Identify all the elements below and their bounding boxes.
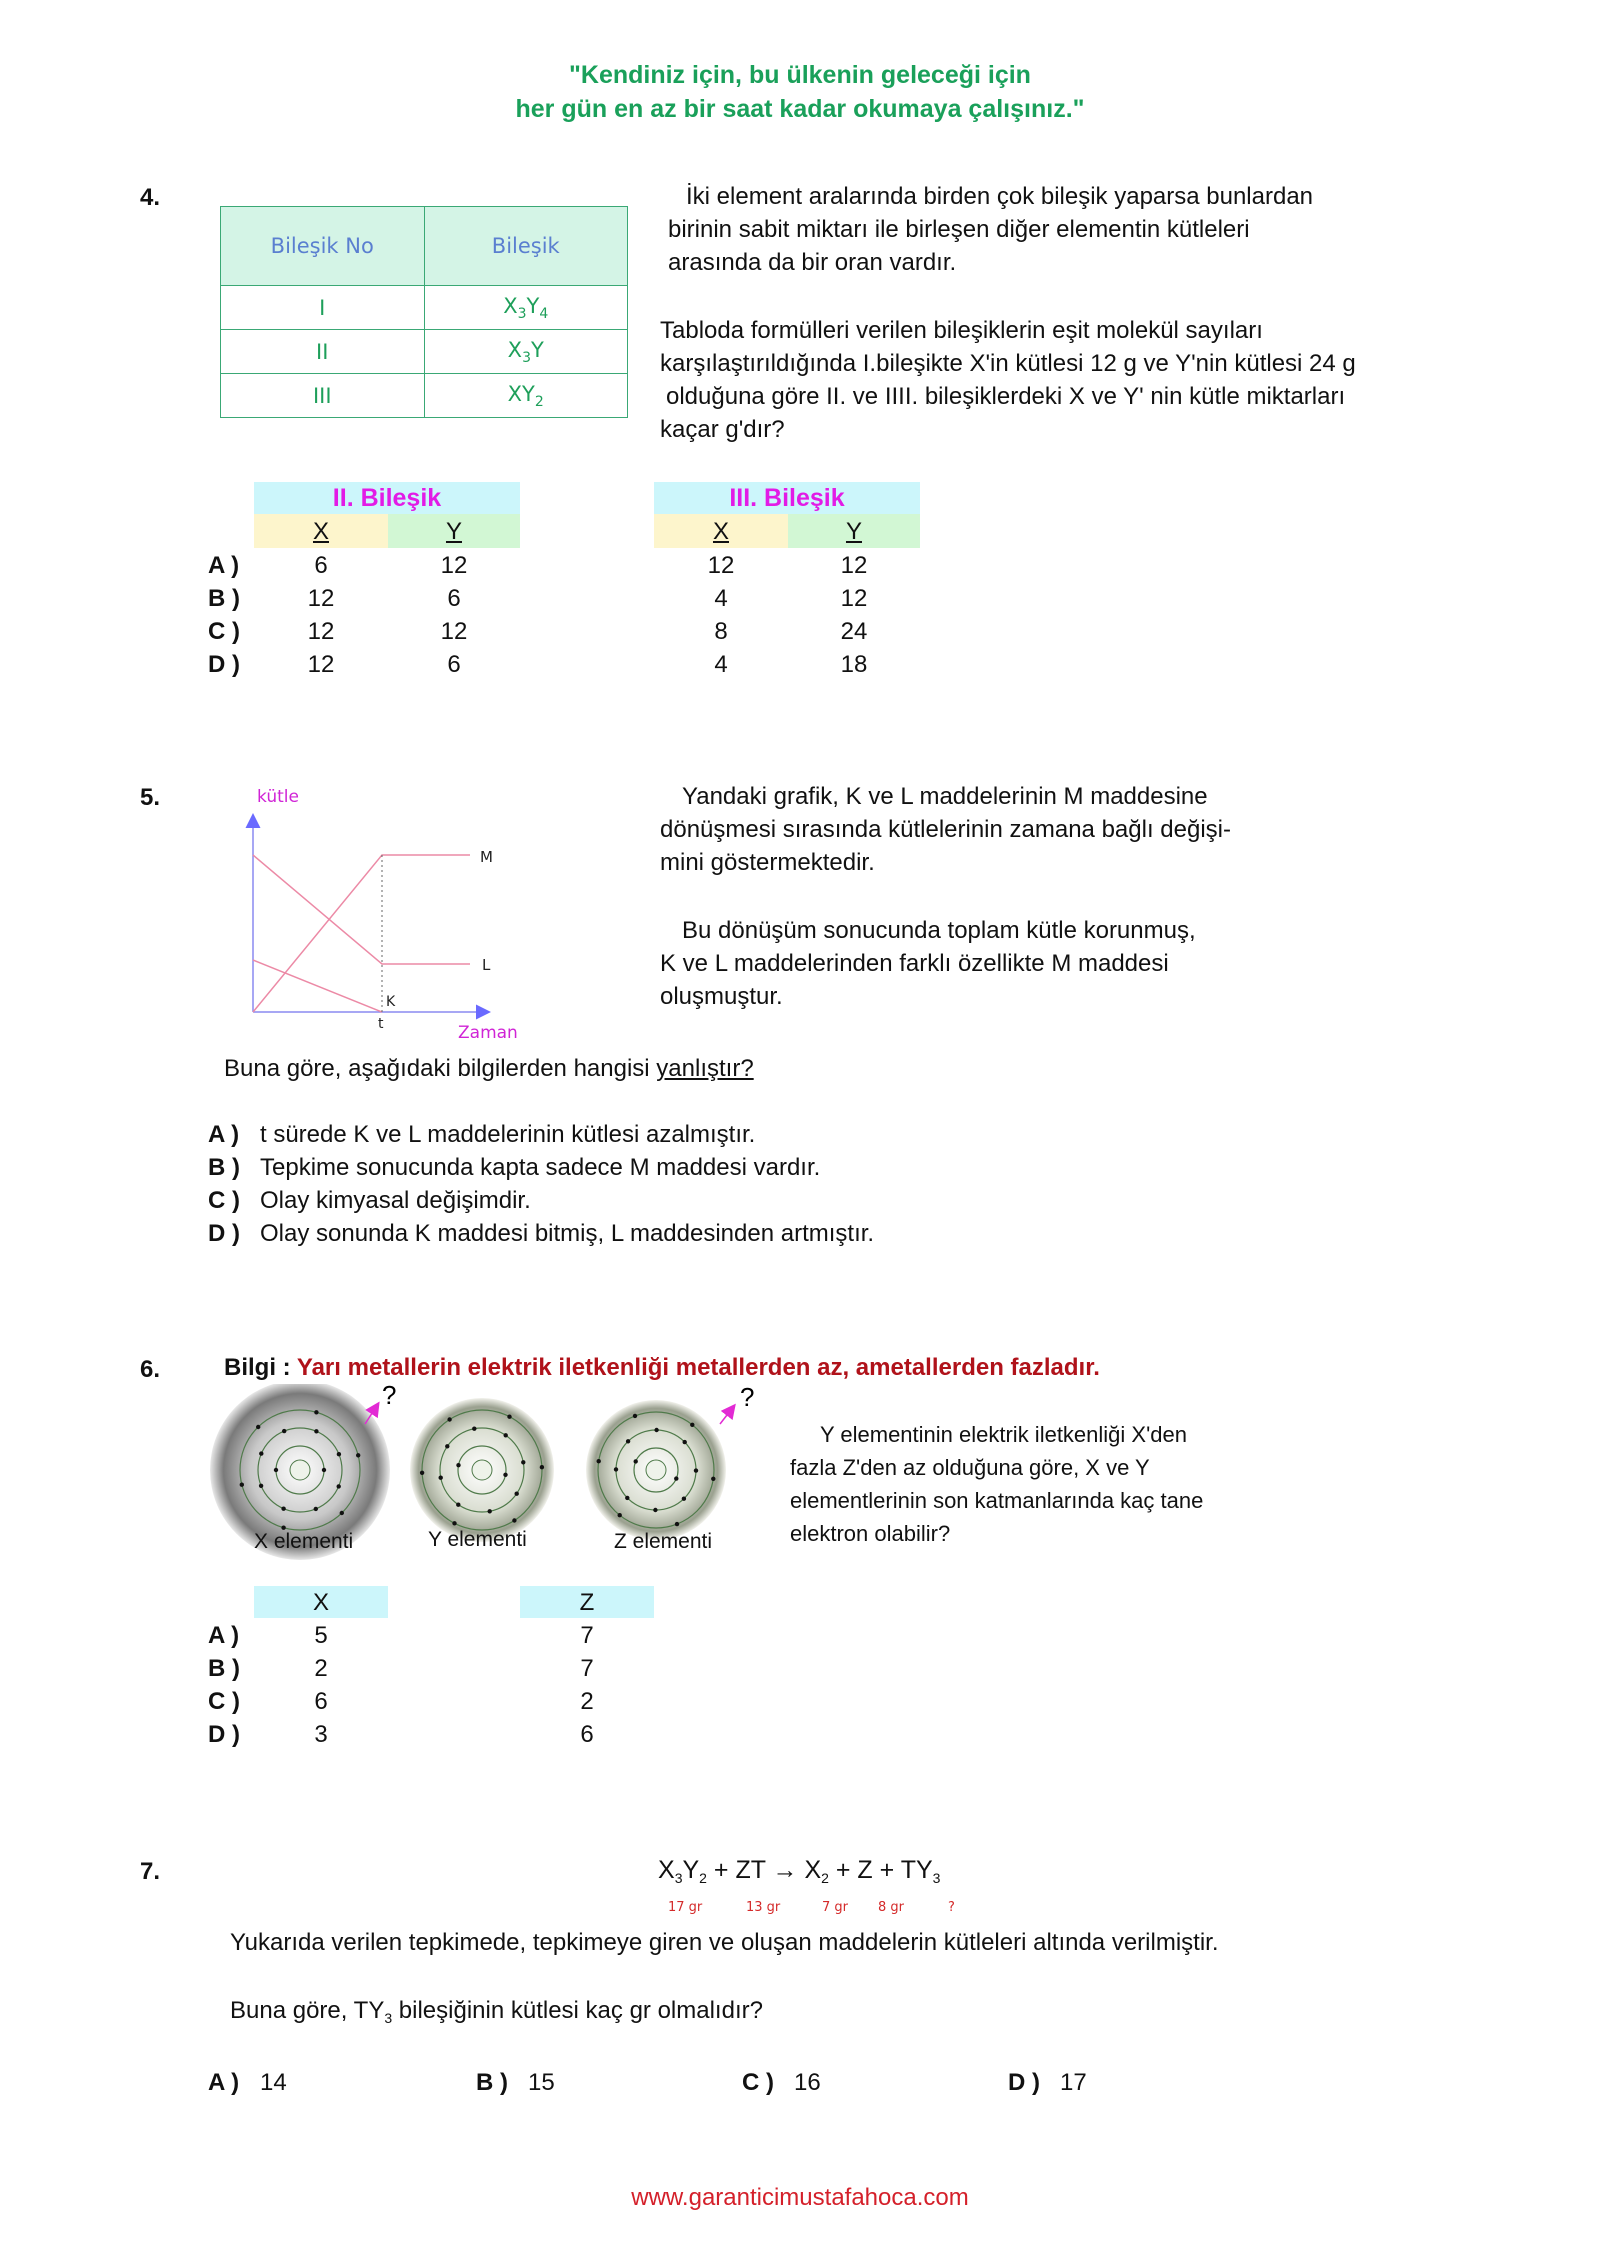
m-label: M [480,848,493,866]
mass-label: 13 gr [746,1900,781,1915]
option-c-iii-x: 8 [714,618,728,645]
question-mark-x: ? [382,1384,397,1410]
electron-dot [452,1521,456,1525]
question-4-intro: İki element aralarında birden çok bileşik yaparsa bunlardan birinin sabit miktarı ile birleşen diğer elementin kütleleri arasında da bir oran vardır. [668,183,1314,276]
electron-dot [259,1484,263,1488]
option-b-x: 2 [314,1655,328,1682]
electron-dot [240,1483,244,1487]
electron-dot [314,1410,318,1414]
question-4-number: 4. [140,184,161,211]
question-6-stem: Y elementinin elektrik iletkenliği X'den fazla Z'den az olduğuna göre, X ve Y elementlerinin son katmanlarında kaç tane elektron olabilir? [790,1422,1204,1546]
option-a[interactable]: A ) 14 [208,2069,287,2096]
option-c-ii-y: 12 [440,618,468,645]
option-c[interactable]: C ) Olay kimyasal değişimdir. [208,1187,531,1214]
table-cell-formula: $X_3Y$ [424,330,628,374]
electron-dot [653,1508,657,1512]
option-b-z: 7 [580,1655,594,1682]
mass-label: 7 gr [822,1900,848,1915]
electron-dot [256,1425,260,1429]
electron-dot [439,1476,443,1480]
electron-dot [282,1429,286,1433]
electron-dot [488,1509,492,1513]
question-4-stem: Tabloda formülleri verilen bileşiklerin eşit molekül sayıları karşılaştırıldığında I.bileşikte X'in kütlesi 12 g ve Y'nin kütlesi 24 g olduğuna göre II. ve IIII. bileşiklerdeki X ve Y' nin kütle miktarları kaçar g'dır? [660,317,1356,443]
option-b-iii-x: 4 [714,585,728,612]
option-c-z: 2 [580,1688,594,1715]
electron-dot [259,1451,263,1455]
option-b[interactable]: B ) 15 [476,2069,555,2096]
electron-dot [356,1453,360,1457]
electron-dot [337,1452,341,1456]
option-b-label[interactable]: B ) [208,1655,240,1682]
col-x-label: X [712,518,729,545]
option-c-label[interactable]: C ) [208,1688,240,1715]
option-b-ii-x: 12 [307,585,335,612]
electron-dot [337,1484,341,1488]
l-label: L [482,956,491,974]
electron-dot [682,1497,686,1501]
electron-dot [654,1428,658,1432]
footer-url[interactable]: www.garanticimustafahoca.com [631,2184,969,2211]
question-5-stem: Buna göre, aşağıdaki bilgilerden hangisi yanlıştır? [224,1055,754,1082]
electron-dot [420,1471,424,1475]
electron-dot [690,1423,694,1427]
question-5-number: 5. [140,784,161,811]
electron-dot [503,1473,507,1477]
x-axis-label: Zaman [458,1023,518,1043]
option-a-x: 5 [314,1622,328,1649]
info-label: Bilgi : [224,1354,291,1381]
header-quote-line2: her gün en az bir saat kadar okumaya çalışınız." [515,95,1085,123]
question-mark-z: ? [740,1384,755,1412]
electron-dot [456,1463,460,1467]
electron-dot [340,1511,344,1515]
question-7-stem: Buna göre, $TY_3$ bileşiğinin kütlesi kaç gr olmalıdır? [230,1997,763,2026]
col-x-label: X [312,518,329,545]
electron-dot [314,1507,318,1511]
option-a-ii-x: 6 [314,552,328,579]
option-d-iii-y: 18 [840,651,868,678]
atom-label-y: Y elementi [428,1528,527,1551]
electron-dot [314,1429,318,1433]
table-cell-no: II [221,330,425,374]
option-a[interactable]: A ) t sürede K ve L maddelerinin kütlesi azalmıştır. [208,1121,756,1148]
option-d-ii-y: 6 [447,651,461,678]
electron-dot [711,1477,715,1481]
electron-dot [322,1468,326,1472]
compound-table [220,206,628,418]
table-cell-formula: $X_3Y_4$ [424,286,628,330]
electron-dot [694,1468,698,1472]
question-5-description-2: Bu dönüşüm sonucunda toplam kütle korunmuş, K ve L maddelerinden farklı özellikte M maddesi oluşmuştur. [660,917,1196,1010]
option-c-x: 6 [314,1688,328,1715]
electron-dot [540,1465,544,1469]
arrow-z [720,1406,734,1424]
info-text: Yarı metallerin elektrik iletkenliği metallerden az, ametallerden fazladır. [296,1354,1100,1381]
electron-dot [633,1414,637,1418]
atom-y [410,1398,554,1542]
option-c-ii-x: 12 [307,618,335,645]
option-b-iii-y: 12 [840,585,868,612]
option-c[interactable]: C ) 16 [742,2069,821,2096]
option-d-ii-x: 12 [307,651,335,678]
electron-dot [521,1460,525,1464]
mass-label: 17 gr [668,1900,703,1915]
electron-dot [281,1507,285,1511]
option-c-iii-y: 24 [840,618,868,645]
electron-dot [674,1476,678,1480]
question-5-options [208,1118,874,1250]
question-7-description: Yukarıda verilen tepkimede, tepkimeye giren ve oluşan maddelerin kütleleri altında verilmiştir. [230,1929,1219,1956]
mass-label: 8 gr [878,1900,904,1915]
option-d-label[interactable]: D ) [208,1721,240,1748]
option-d-z: 6 [580,1721,594,1748]
question-6-number: 6. [140,1356,161,1383]
electron-dot [625,1496,629,1500]
atom-label-z: Z elementi [614,1530,713,1553]
header-quote-line1: "Kendiniz için, bu ülkenin geleceği için [569,61,1031,89]
electron-dot [675,1522,679,1526]
electron-dot [512,1518,516,1522]
option-d[interactable]: D ) Olay sonunda K maddesi bitmiş, L maddesinden artmıştır. [208,1220,875,1247]
electron-dot [614,1467,618,1471]
col-z-label: Z [579,1589,595,1616]
question-5-description: Yandaki grafik, K ve L maddelerinin M maddesine dönüşmesi sırasında kütlelerinin zamana bağlı değişi- mini göstermektedir. [660,783,1231,876]
table-header-compound-no: Bileşik No [221,207,425,286]
option-d-iii-x: 4 [714,651,728,678]
option-d[interactable]: D ) 17 [1008,2069,1087,2096]
atom-label-x: X elementi [254,1530,354,1553]
option-a-iii-x: 12 [707,552,735,579]
electron-dot [472,1427,476,1431]
k-label: K [386,994,396,1010]
reaction-equation: $X_3Y_2$ + ZT → $X_2 + Z + TY_3$ [658,1856,941,1886]
option-b[interactable]: B ) Tepkime sonucunda kapta sadece M maddesi vardır. [208,1154,821,1181]
table-header-compound: Bileşik [424,207,628,286]
col-y-label: Y [845,518,862,545]
option-a-iii-y: 12 [840,552,868,579]
option-d-label[interactable]: D ) [208,651,240,678]
table-cell-formula: $XY_2$ [424,374,628,418]
electron-dot [456,1503,460,1507]
option-d-x: 3 [314,1721,328,1748]
electron-dot [634,1459,638,1463]
option-c-label[interactable]: C ) [208,618,240,645]
compound-iii-header: III. Bileşik [654,482,920,514]
y-axis-label: kütle [257,787,299,807]
option-b-label[interactable]: B ) [208,585,240,612]
table-cell-no: III [221,374,425,418]
option-a-label[interactable]: A ) [208,1622,240,1649]
option-b-ii-y: 6 [447,585,461,612]
electron-dot [515,1492,519,1496]
atom-z [586,1400,726,1540]
option-a-ii-y: 12 [440,552,468,579]
electron-dot [274,1468,278,1472]
table-cell-no: I [221,286,425,330]
electron-dot [683,1440,687,1444]
compound-ii-header: II. Bileşik [254,482,520,514]
option-a-z: 7 [580,1622,594,1649]
t-label: t [378,1016,384,1032]
m-curve [253,855,470,1012]
mass-label: ? [948,1900,955,1915]
electron-dot [445,1444,449,1448]
option-a-label[interactable]: A ) [208,552,240,579]
electron-dot [447,1417,451,1421]
electron-dot [597,1459,601,1463]
k-curve [253,960,382,1012]
electron-dot [504,1433,508,1437]
col-x-label: X [312,1589,329,1616]
l-curve [253,855,470,964]
info-line [224,1354,1100,1382]
question-7-number: 7. [140,1858,161,1885]
mass-time-graph [230,780,550,1050]
col-y-label: Y [445,518,462,545]
electron-dot [626,1439,630,1443]
electron-dot [618,1513,622,1517]
electron-dot [507,1415,511,1419]
